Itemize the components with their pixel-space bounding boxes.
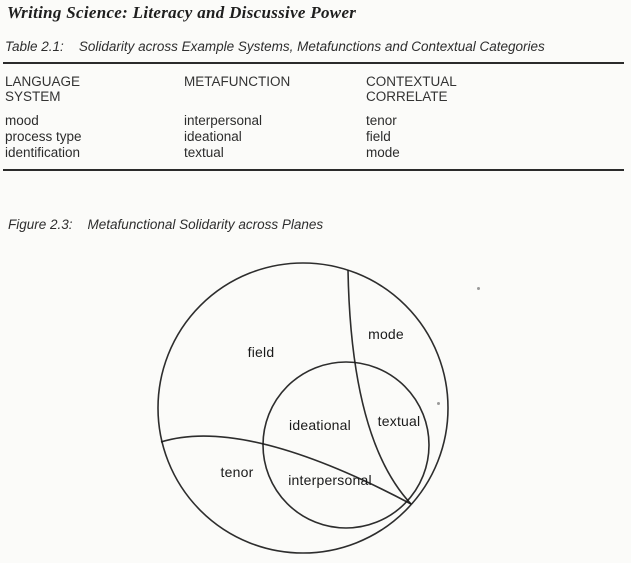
table-caption-text: Solidarity across Example Systems, Metafunctions and Contextual Categories xyxy=(78,39,545,54)
table-cell: textual xyxy=(184,145,224,160)
column-header-line: LANGUAGE xyxy=(5,74,81,89)
table-cell: tenor xyxy=(366,113,397,128)
label-field: field xyxy=(247,344,275,360)
column-header-line: CONTEXTUAL xyxy=(366,74,457,89)
mode-divider-curve xyxy=(348,270,411,504)
tenor-divider-curve xyxy=(161,436,411,504)
table-cell: field xyxy=(366,129,391,144)
table-cell: mood xyxy=(5,113,39,128)
column-header-line: METAFUNCTION xyxy=(184,74,291,89)
label-tenor: tenor xyxy=(220,464,254,480)
table-cell: mode xyxy=(366,145,400,160)
scan-speck xyxy=(477,287,480,290)
outer-circle-context-plane xyxy=(158,263,448,553)
table-cell: identification xyxy=(5,145,81,160)
label-interpersonal: interpersonal xyxy=(288,472,372,488)
page-title: Writing Science: Literacy and Discussive Power xyxy=(7,3,357,22)
figure-caption-text: Metafunctional Solidarity across Planes xyxy=(87,217,324,232)
column-header-line: SYSTEM xyxy=(5,89,61,104)
table-caption-label: Table 2.1: xyxy=(5,39,64,54)
column-header-line: CORRELATE xyxy=(366,89,448,104)
label-textual: textual xyxy=(377,413,421,429)
figure-caption-label: Figure 2.3: xyxy=(8,217,73,232)
scan-speck xyxy=(437,402,440,405)
label-ideational: ideational xyxy=(289,417,351,433)
inner-circle-language-plane xyxy=(263,362,429,528)
table-cell: ideational xyxy=(184,129,242,144)
table-cell: process type xyxy=(5,129,82,144)
label-mode: mode xyxy=(368,326,404,342)
table-cell: interpersonal xyxy=(184,113,263,128)
